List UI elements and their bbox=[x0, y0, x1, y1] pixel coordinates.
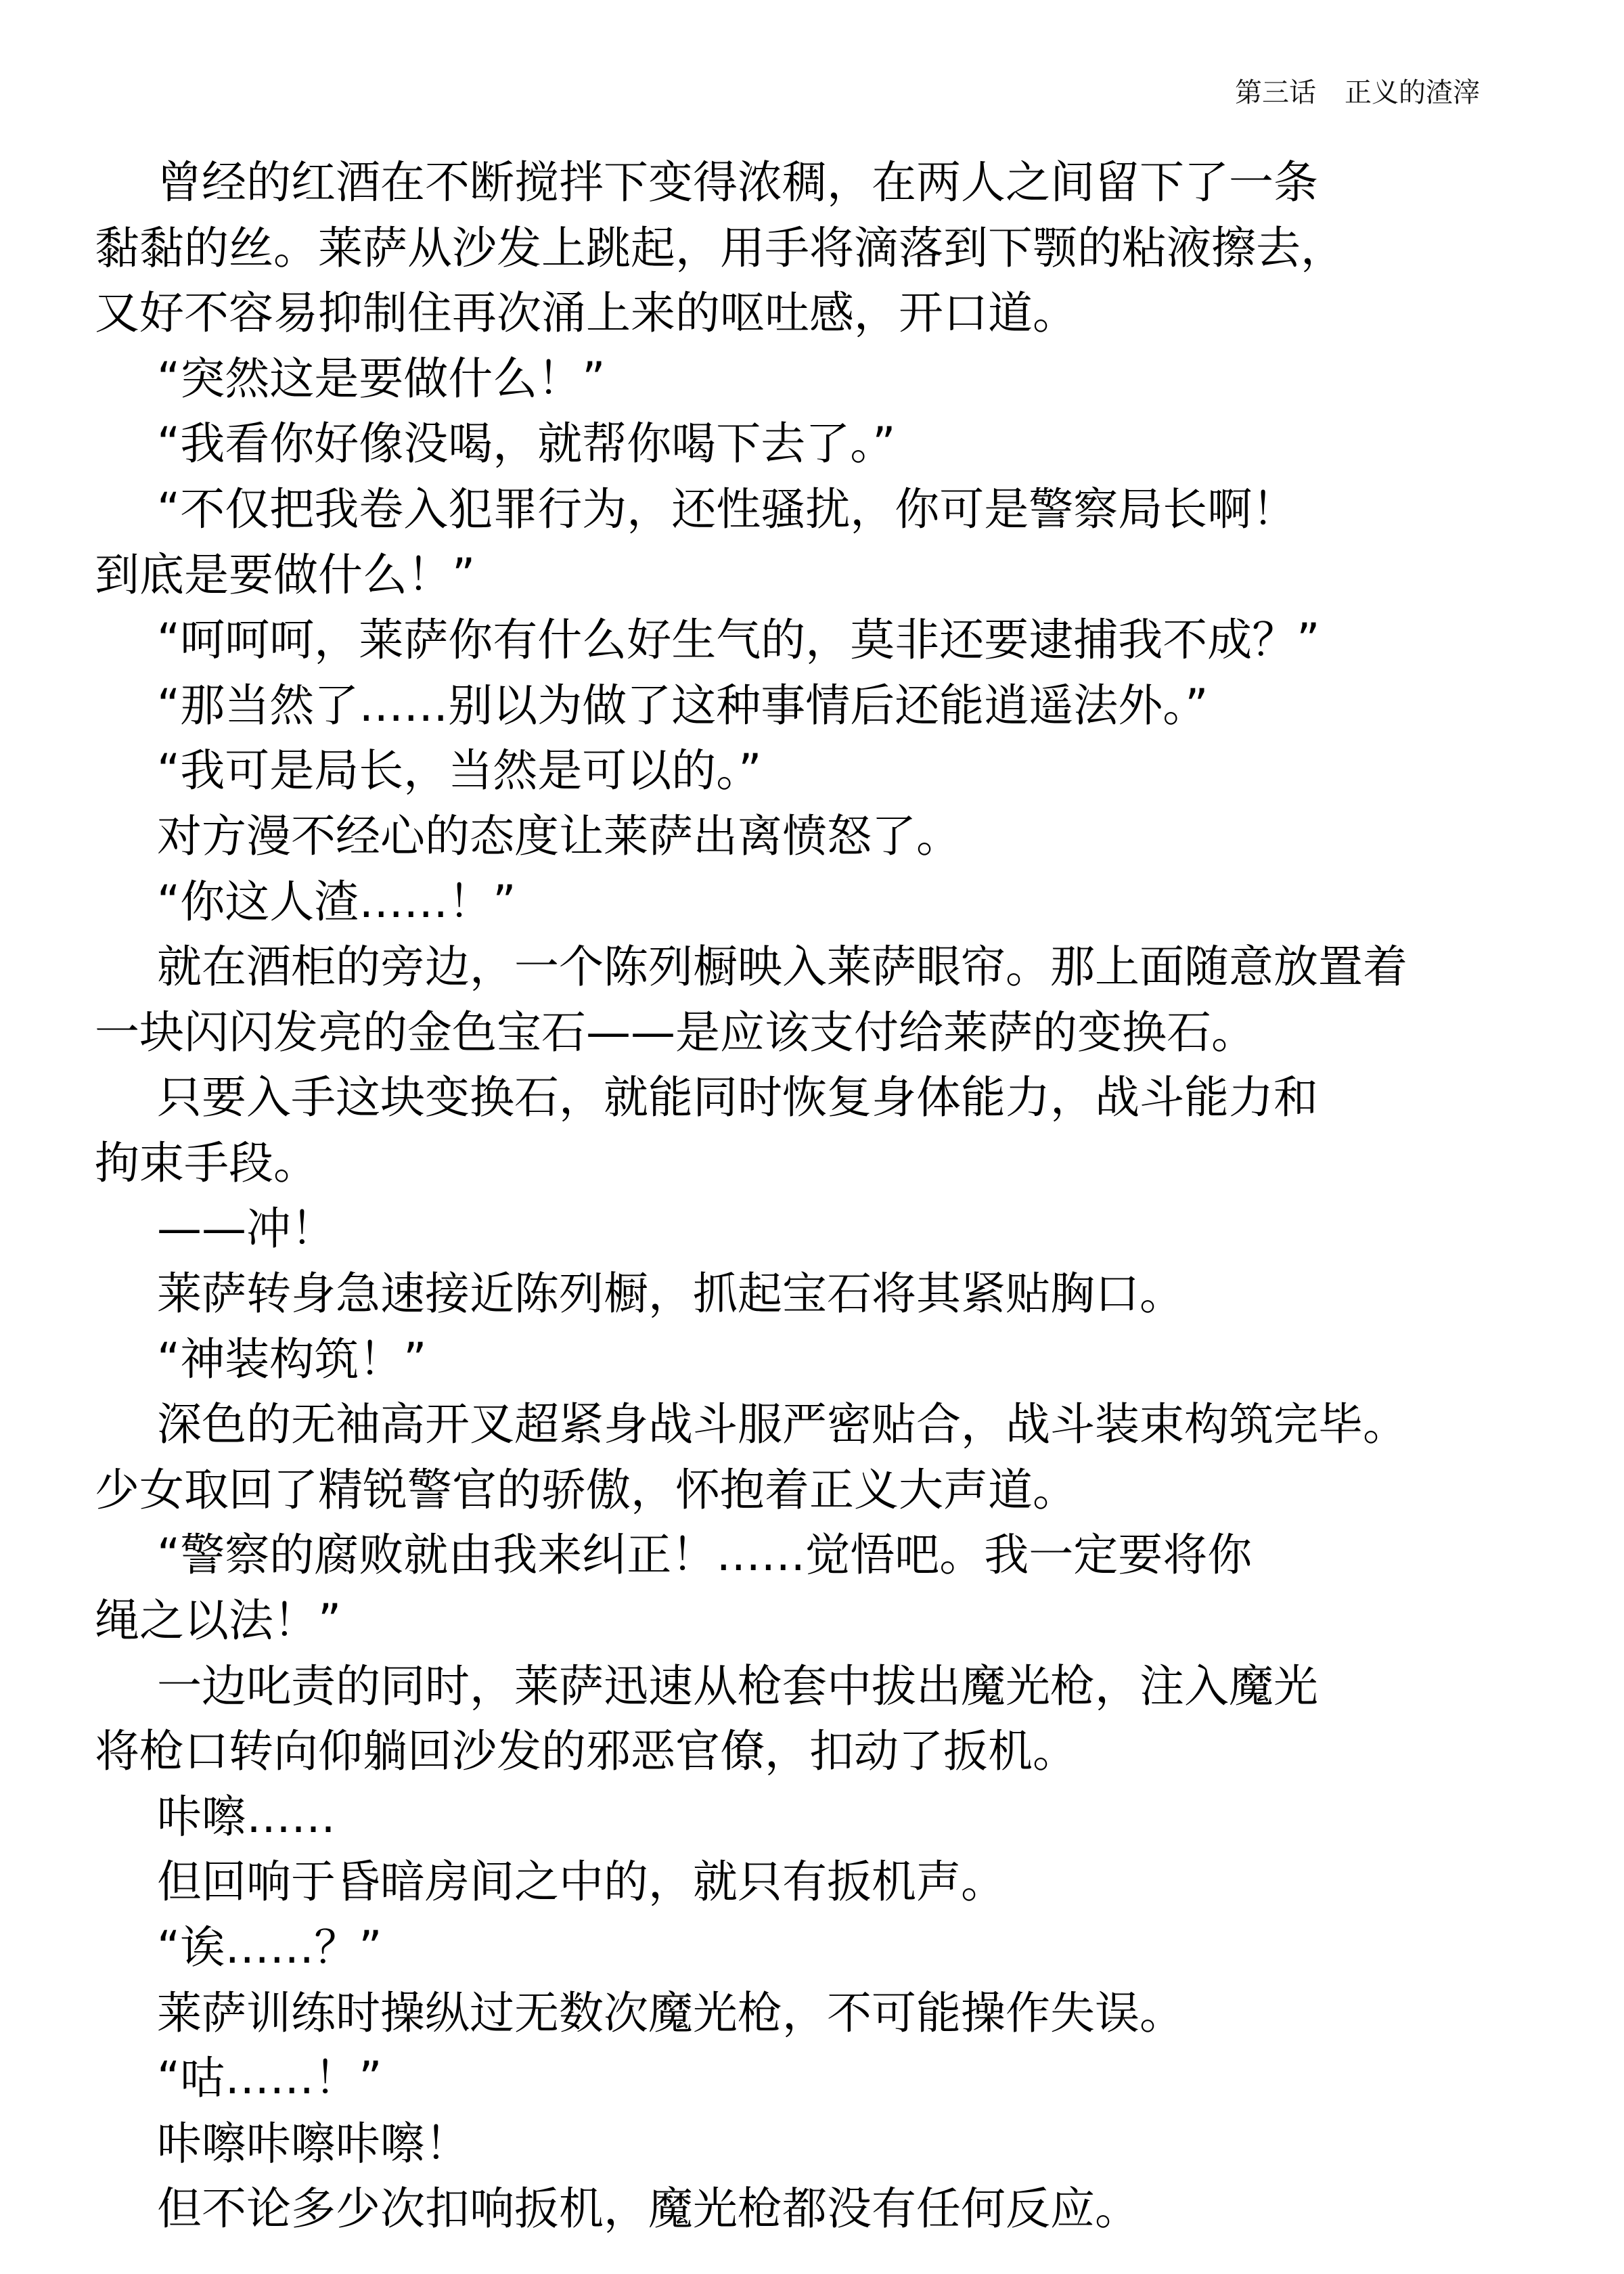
text-line: “你这人渣……！” bbox=[157, 875, 516, 928]
text-line: 只要入手这块变换石，就能同时恢复身体能力，战斗能力和 bbox=[157, 1071, 1318, 1124]
text-line: 对方漫不经心的态度让莱萨出离愤怒了。 bbox=[157, 809, 961, 862]
text-line: “咕……！” bbox=[157, 2052, 382, 2105]
text-line: 将枪口转向仰躺回沙发的邪恶官僚，扣动了扳机。 bbox=[95, 1725, 1077, 1778]
text-line: 但回响于昏暗房间之中的，就只有扳机声。 bbox=[157, 1856, 1006, 1909]
text-line: 少女取回了精锐警官的骄傲，怀抱着正义大声道。 bbox=[95, 1463, 1077, 1516]
text-line: 深色的无袖高开叉超紧身战斗服严密贴合，战斗装束构筑完毕。 bbox=[157, 1398, 1407, 1451]
chapter-title: 正义的渣滓 bbox=[1345, 77, 1480, 108]
chapter-number: 第三话 bbox=[1235, 77, 1316, 108]
text-line: 一边叱责的同时，莱萨迅速从枪套中拔出魔光枪，注入魔光 bbox=[157, 1659, 1318, 1712]
text-line: 咔嚓…… bbox=[157, 1790, 336, 1843]
text-line: 莱萨训练时操纵过无数次魔光枪，不可能操作失误。 bbox=[157, 1986, 1184, 2039]
text-line: “我可是局长，当然是可以的。” bbox=[157, 744, 762, 797]
text-line: ——冲！ bbox=[157, 1202, 336, 1255]
text-line: “诶……？” bbox=[157, 1921, 382, 1974]
text-line: “突然这是要做什么！” bbox=[157, 352, 606, 405]
text-line: 曾经的红酒在不断搅拌下变得浓稠，在两人之间留下了一条 bbox=[157, 156, 1318, 208]
text-line: “我看你好像没喝，就帮你喝下去了。” bbox=[157, 418, 896, 470]
text-line: 一块闪闪发亮的金色宝石——是应该支付给莱萨的变换石。 bbox=[95, 1006, 1256, 1058]
running-header bbox=[1235, 76, 1480, 110]
text-line: “呵呵呵，莱萨你有什么好生气的，莫非还要逮捕我不成？” bbox=[157, 614, 1320, 667]
text-line: 又好不容易抑制住再次涌上来的呕吐感，开口道。 bbox=[95, 287, 1077, 340]
text-line: 黏黏的丝。莱萨从沙发上跳起，用手将滴落到下颚的粘液擦去， bbox=[95, 221, 1345, 274]
text-line: “警察的腐败就由我来纠正！……觉悟吧。我一定要将你 bbox=[157, 1529, 1253, 1582]
body-text bbox=[95, 150, 1610, 2242]
text-line: 咔嚓咔嚓咔嚓！ bbox=[157, 2117, 470, 2170]
text-line: 拘束手段。 bbox=[95, 1136, 318, 1189]
text-line: “神装构筑！” bbox=[157, 1333, 427, 1385]
text-line: 就在酒柜的旁边，一个陈列橱映入莱萨眼帘。那上面随意放置着 bbox=[157, 941, 1407, 994]
text-line: “那当然了……别以为做了这种事情后还能逍遥法外。” bbox=[157, 679, 1209, 732]
text-line: 莱萨转身急速接近陈列橱，抓起宝石将其紧贴胸口。 bbox=[157, 1268, 1184, 1320]
text-line: 到底是要做什么！” bbox=[95, 548, 476, 601]
text-line: 绳之以法！” bbox=[95, 1595, 342, 1647]
text-line: “不仅把我卷入犯罪行为，还性骚扰，你可是警察局长啊！ bbox=[157, 483, 1297, 535]
text-line: 但不论多少次扣响扳机，魔光枪都没有任何反应。 bbox=[157, 2183, 1140, 2235]
